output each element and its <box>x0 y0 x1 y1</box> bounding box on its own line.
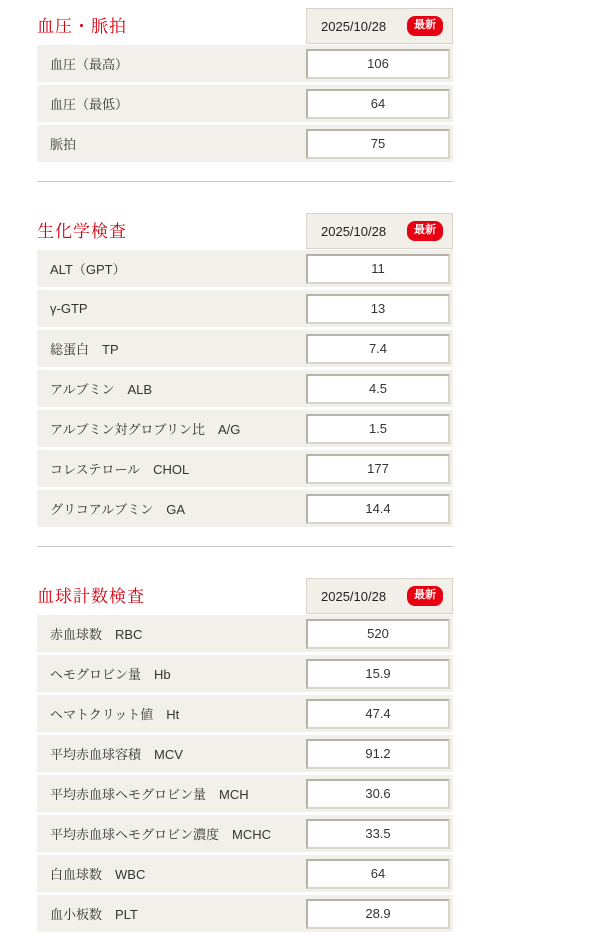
value-input[interactable] <box>306 454 450 484</box>
test-name-label: 平均赤血球ヘモグロビン量 MCH <box>50 787 249 802</box>
test-row <box>37 655 453 692</box>
test-row <box>37 45 453 82</box>
section-header <box>33 578 453 614</box>
test-row <box>37 775 453 812</box>
test-name-label: ヘマトクリット値 Ht <box>50 707 180 722</box>
value-input[interactable] <box>306 494 450 524</box>
test-row <box>37 410 453 447</box>
test-name-label: アルブミン対グロブリン比 A/G <box>50 422 241 437</box>
value-input[interactable] <box>306 659 450 689</box>
section-biochemistry <box>37 213 453 527</box>
test-row <box>37 85 453 122</box>
section-divider <box>37 181 453 182</box>
rows <box>37 45 453 162</box>
value-input[interactable] <box>306 779 450 809</box>
value-input[interactable] <box>306 49 450 79</box>
value-input[interactable] <box>306 619 450 649</box>
rows <box>37 250 453 527</box>
section-title: 生化学検査 <box>37 221 127 241</box>
date-label: 2025/10/28 <box>321 588 387 604</box>
test-name-label: 血小板数 PLT <box>50 907 138 922</box>
value-input[interactable] <box>306 294 450 324</box>
sections <box>37 8 453 932</box>
date-header-cell <box>306 213 453 249</box>
section-divider <box>37 546 453 547</box>
test-row <box>37 290 453 327</box>
section-header <box>33 8 453 44</box>
section-title: 血圧・脈拍 <box>37 16 127 36</box>
value-input[interactable] <box>306 374 450 404</box>
date-label: 2025/10/28 <box>321 18 387 34</box>
test-name-label: 赤血球数 RBC <box>50 627 143 642</box>
date-label: 2025/10/28 <box>321 223 387 239</box>
date-header-cell <box>306 578 453 614</box>
test-name-label: 脈拍 <box>50 137 77 152</box>
test-name-label: 血圧（最低） <box>50 97 129 112</box>
test-name-label: 平均赤血球容積 MCV <box>50 747 183 762</box>
test-row <box>37 370 453 407</box>
section-header <box>33 213 453 249</box>
value-input[interactable] <box>306 739 450 769</box>
test-name-label: グリコアルブミン GA <box>50 502 186 517</box>
value-input[interactable] <box>306 699 450 729</box>
test-row <box>37 250 453 287</box>
test-row <box>37 695 453 732</box>
test-name-label: ヘモグロビン量 Hb <box>50 667 171 682</box>
section-title: 血球計数検査 <box>37 586 145 606</box>
test-row <box>37 735 453 772</box>
value-input[interactable] <box>306 254 450 284</box>
test-row <box>37 615 453 652</box>
test-row <box>37 895 453 932</box>
test-name-label: コレステロール CHOL <box>50 462 190 477</box>
latest-badge: 最新 <box>407 586 443 606</box>
rows <box>37 615 453 932</box>
date-header-cell <box>306 8 453 44</box>
section-blood-count <box>37 578 453 932</box>
test-name-label: γ-GTP <box>50 301 88 316</box>
latest-badge: 最新 <box>407 221 443 241</box>
test-row <box>37 490 453 527</box>
test-row <box>37 450 453 487</box>
value-input[interactable] <box>306 859 450 889</box>
latest-badge: 最新 <box>407 16 443 36</box>
test-name-label: アルブミン ALB <box>50 382 153 397</box>
test-name-label: 血圧（最高） <box>50 57 129 72</box>
test-name-label: 白血球数 WBC <box>50 867 146 882</box>
value-input[interactable] <box>306 129 450 159</box>
test-row <box>37 125 453 162</box>
value-input[interactable] <box>306 819 450 849</box>
test-row <box>37 330 453 367</box>
value-input[interactable] <box>306 899 450 929</box>
value-input[interactable] <box>306 89 450 119</box>
test-name-label: 平均赤血球ヘモグロビン濃度 MCHC <box>50 827 271 842</box>
section-blood-pressure-pulse <box>37 8 453 162</box>
test-row <box>37 815 453 852</box>
value-input[interactable] <box>306 414 450 444</box>
test-name-label: ALT（GPT） <box>50 262 126 277</box>
test-row <box>37 855 453 892</box>
value-input[interactable] <box>306 334 450 364</box>
test-name-label: 総蛋白 TP <box>50 342 119 357</box>
